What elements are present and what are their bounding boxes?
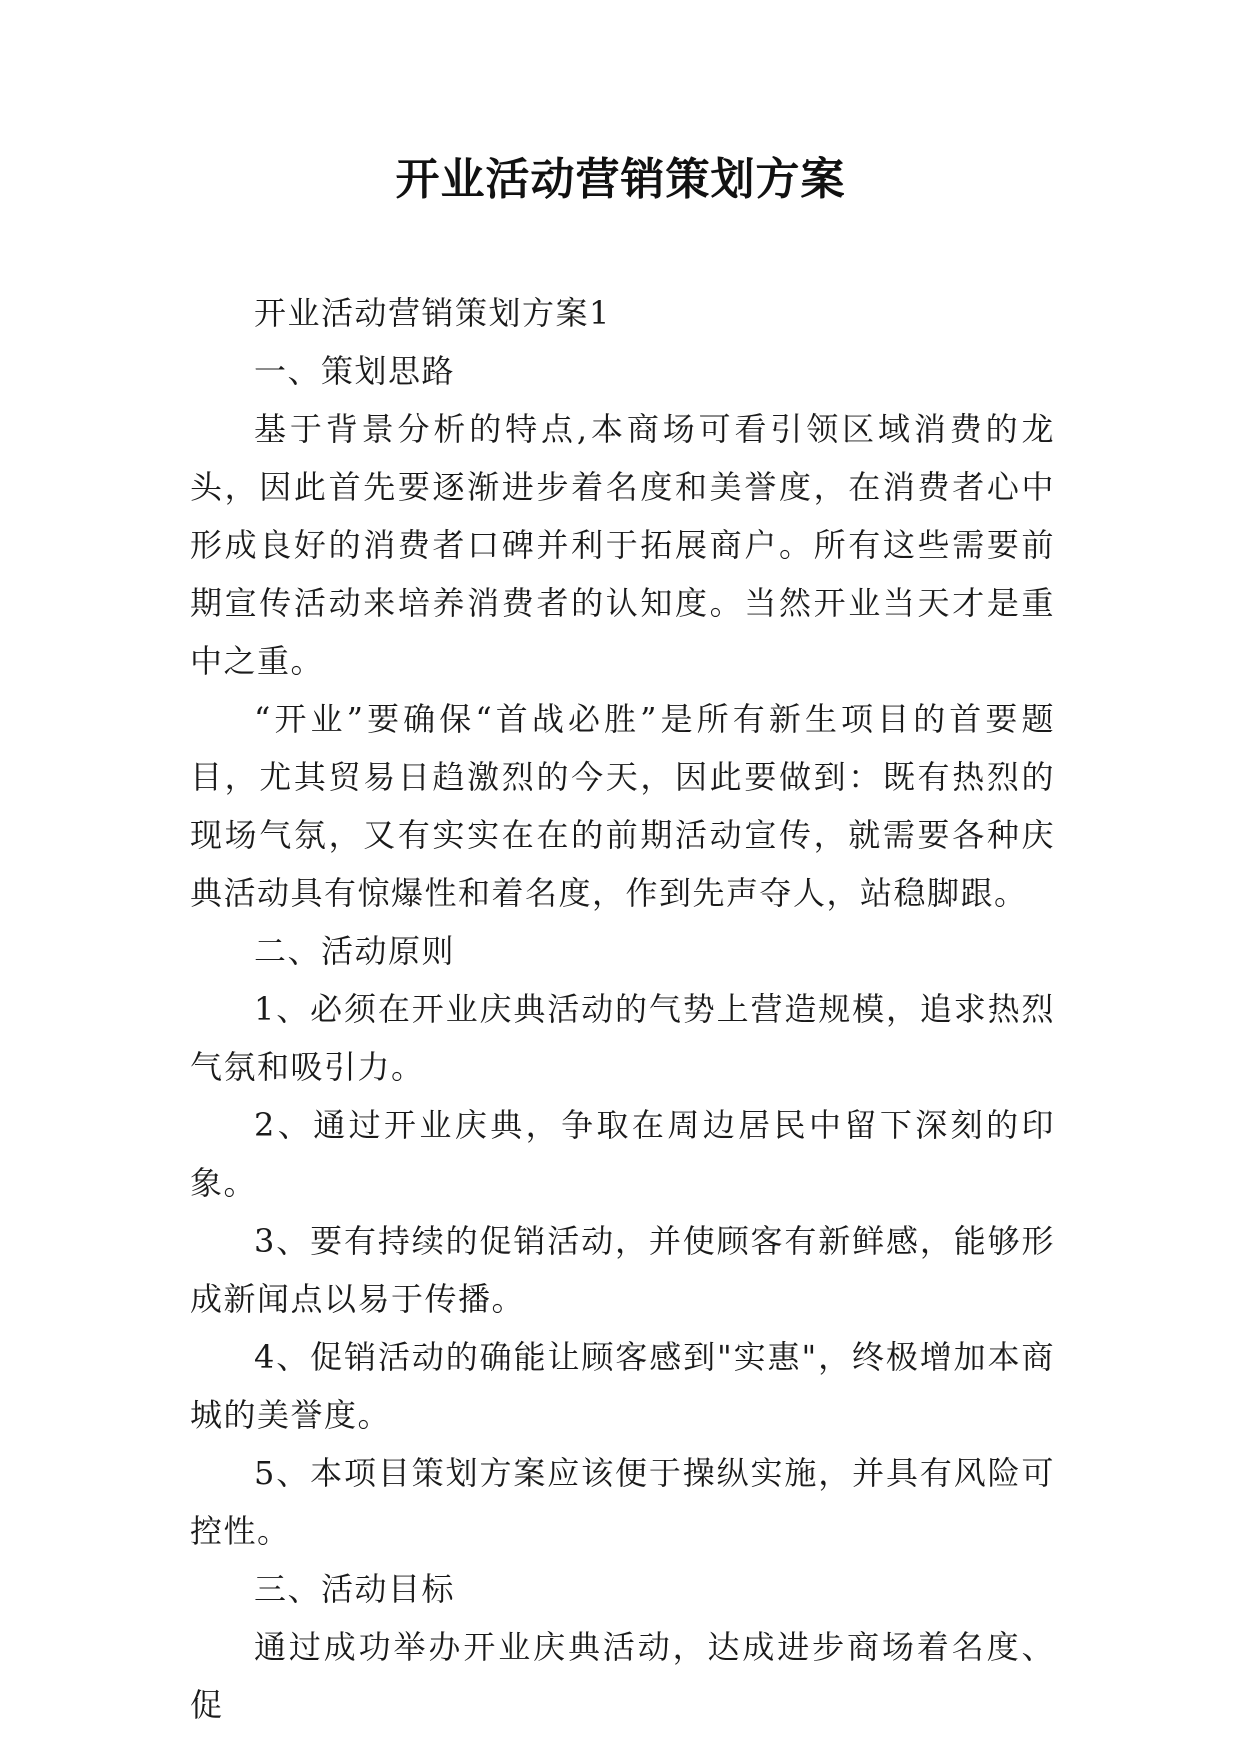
section-heading-plan-1: 开业活动营销策划方案1: [254, 294, 611, 332]
principle-2: 2、通过开业庆典，争取在周边居民中留下深刻的印象。: [190, 1106, 1055, 1202]
document-title: 开业活动营销策划方案: [395, 154, 846, 205]
principle-3: 3、要有持续的促销活动，并使顾客有新鲜感，能够形成新闻点以易于传播。: [190, 1222, 1055, 1318]
paragraph-background: 基于背景分析的特点,本商场可看引领区域消费的龙头，因此首先要逐渐进步着名度和美誉度，在消费者心中形成良好的消费者口碑并利于拓展商户。所有这些需要前期宣传活动来培养消费者的认知度。当然开业当天才是重中之重。: [190, 410, 1055, 680]
heading-activity-goals: 三、活动目标: [254, 1570, 456, 1608]
principle-5: 5、本项目策划方案应该便于操纵实施，并具有风险可控性。: [190, 1454, 1055, 1550]
paragraph-goals: 通过成功举办开业庆典活动，达成进步商场着名度、促: [190, 1628, 1055, 1724]
principle-1: 1、必须在开业庆典活动的气势上营造规模，追求热烈气氛和吸引力。: [190, 990, 1055, 1086]
heading-activity-principles: 二、活动原则: [254, 932, 456, 970]
paragraph-opening-success: “开业”要确保“首战必胜”是所有新生项目的首要题目，尤其贸易日趋激烈的今天，因此要做到：既有热烈的现场气氛，又有实实在在的前期活动宣传，就需要各种庆典活动具有惊爆性和着名度，作到先声夺人，站稳脚跟。: [190, 700, 1055, 912]
document-body: [190, 284, 1055, 1734]
principle-4: 4、促销活动的确能让顾客感到"实惠"，终极增加本商城的美誉度。: [190, 1338, 1055, 1434]
heading-planning-ideas: 一、策划思路: [254, 352, 456, 390]
